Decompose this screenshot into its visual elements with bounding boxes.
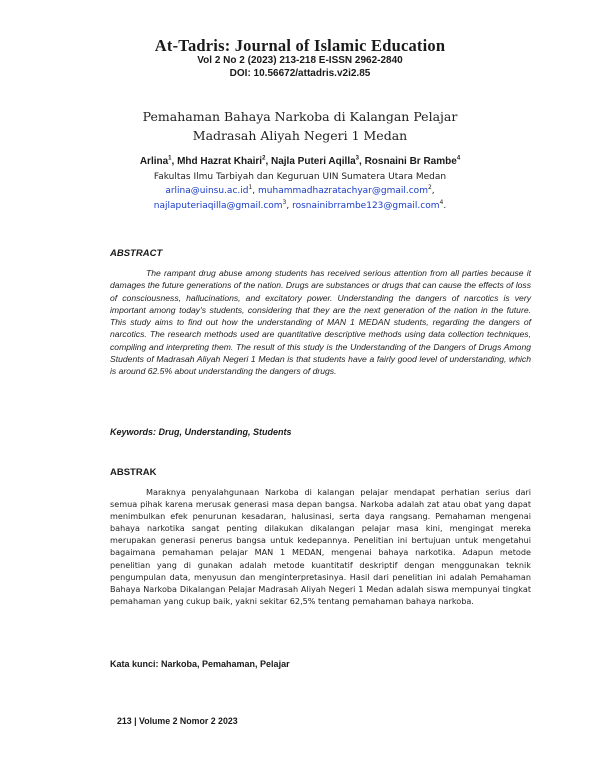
affiliation: Fakultas Ilmu Tarbiyah dan Keguruan UIN Sumatera Utara Medan [153, 172, 447, 182]
doi-line: DOI: 10.56672/attadris.v2i2.85 [229, 68, 371, 79]
paper-title [0, 107, 600, 145]
paper-title-line-2: Madrasah Aliyah Negeri 1 Medan [192, 128, 408, 143]
email-link-1[interactable]: arlina@uinsu.ac.id [165, 186, 249, 196]
volume-line: Vol 2 No 2 (2023) 213-218 E-ISSN 2962-2840 [197, 55, 403, 66]
abstract-heading: ABSTRACT [110, 248, 163, 259]
email-link-3[interactable]: najlaputeriaqilla@gmail.com [153, 201, 283, 211]
page-footer: 213 | Volume 2 Nomor 2 2023 [117, 716, 238, 726]
email-list [0, 184, 600, 214]
abstract-body: The rampant drug abuse among students has received serious attention from all parties because it damages the future generations of the nation. Drugs are substances or drugs that can cause the effects of loss of consciousness, hallucinations, and excitatory power. Understanding the dangers of narcotics is very important among today's students, considering that they are the next generation of the nation in the future. This study aims to find out how the understanding of MAN 1 MEDAN students, regarding the dangers of narcotics. The research methods used are quantitative descriptive methods using data collection techniques, compiling and interpreting them. The result of this study is the Understanding of the Dangers of Drugs Among Students of Madrasah Aliyah Negeri 1 Medan is that students have a fairly good level of understanding, which is around 62.5% about understanding the dangers of drugs. [110, 268, 531, 377]
email-link-4[interactable]: rosnainibrrambe123@gmail.com [292, 201, 440, 211]
author-4: Rosnaini Br Rambe [364, 156, 457, 167]
author-2: Mhd Hazrat Khairi [177, 156, 263, 167]
journal-title: At-Tadris: Journal of Islamic Education [154, 36, 446, 55]
author-1-mark: 1 [168, 155, 172, 162]
author-2-mark: 2 [262, 155, 266, 162]
paper-title-line-1: Pemahaman Bahaya Narkoba di Kalangan Pelajar [142, 109, 458, 124]
author-3: Najla Puteri Aqilla [271, 156, 356, 167]
author-3-mark: 3 [355, 155, 359, 162]
keywords: Keywords: Drug, Understanding, Students [110, 427, 292, 437]
kata-kunci: Kata kunci: Narkoba, Pemahaman, Pelajar [110, 659, 290, 669]
email-line-2: najlaputeriaqilla@gmail.com$^3$, rosnainibrrambe123@gmail.com$^4$. [153, 199, 447, 211]
email-link-2[interactable]: muhammadhazratachyar@gmail.com [258, 186, 428, 196]
abstrak-body: Maraknya penyalahgunaan Narkoba di kalangan pelajar mendapat perhatian serius dari semua pihak karena merusak generasi masa depan bangsa. Narkoba adalah zat atau obat yang dapat menimbulkan efek penurunan kesadaran, halusinasi, serta daya rangsang. Pemahaman mengenai bahaya narkotika sangat penting dilakukan dikalangan pelajar masa kini, mengingat mereka merupakan generasi penerus bangsa untuk kedepannya. Penelitian ini bertujuan untuk mengetahui bagaimana pemahaman pelajar MAN 1 MEDAN, mengenai bahaya narkotika. Adapun metode penelitian yang di gunakan adalah metode kuantitatif deskriptif dengan menggunakan teknik pengumpulan data, menyusun dan menginterpretasinya. Hasil dari penelitian ini adalah Pemahaman Bahaya Narkoba Dikalangan Pelajar Madrasah Aliyah Negeri 1 Medan adalah siswa mempunyai tingkat pemahaman yang cukup baik, yakni sekitar 62,5% tentang pemahaman bahaya narkoba. [110, 487, 531, 606]
abstrak-heading: ABSTRAK [110, 467, 157, 478]
author-list: Arlina$^1$, Mhd Hazrat Khairi$^2$, Najla Puteri Aqilla$^3$, Rosnaini Br Rambe$^4$ [139, 155, 461, 167]
author-1: Arlina [139, 156, 169, 167]
author-4-mark: 4 [456, 155, 461, 162]
email-line-1: $arlina@uinsu.ac.id^1$, muhammadhazratachyar@gmail.com$^2$, [165, 184, 435, 196]
